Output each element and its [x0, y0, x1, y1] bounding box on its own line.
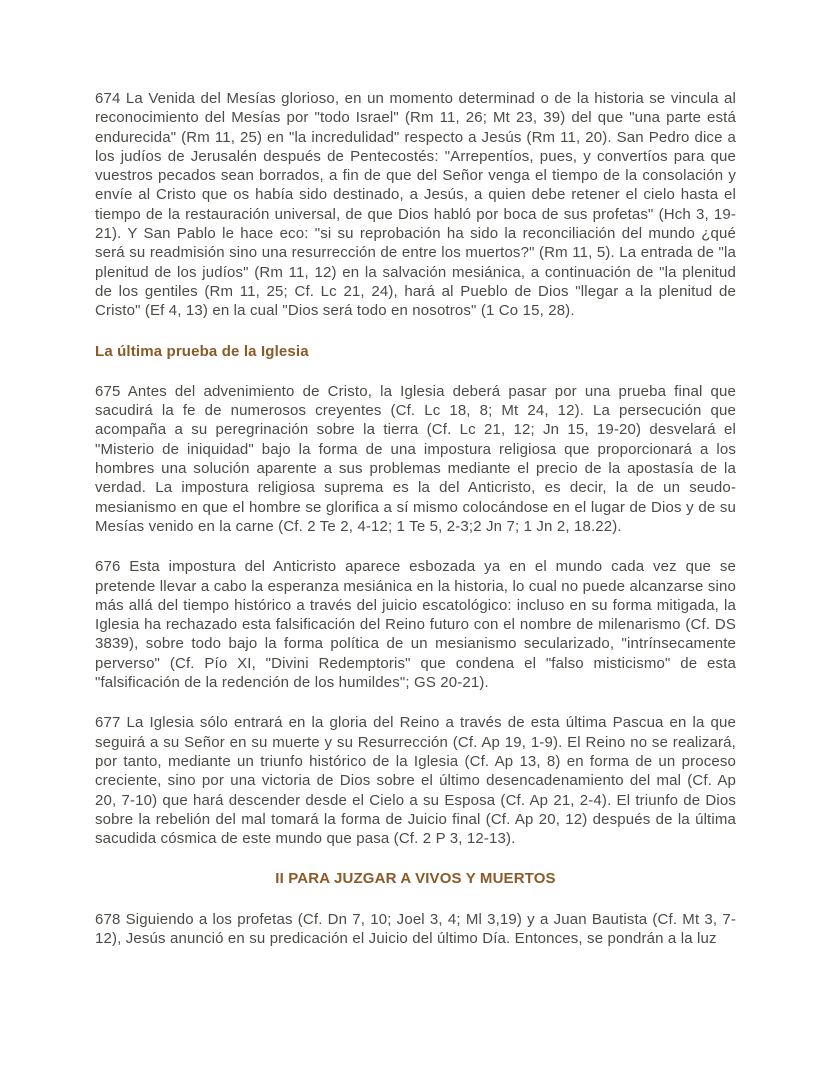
paragraph-674: 674 La Venida del Mesías glorioso, en un momento determinad o de la historia se vincula al reconocimiento del Mesías por "todo Israel" (Rm 11, 26; Mt 23, 39) del que "una parte está endurecida" (Rm 11, 25) en "la incredulidad" respecto a Jesús (Rm 11, 20). San Pedro dice a los judíos de Jerusalén después de Pentecostés: "Arrepentíos, pues, y convertíos para que vuestros pecados sean borrados, a fin de que del Señor venga el tiempo de la consolación y envíe al Cristo que os había sido destinado, a Jesús, a quien debe retener el cielo hasta el tiempo de la restauración universal, de que Dios habló por boca de sus profetas" (Hch 3, 19-21). Y San Pablo le hace eco: "si su reprobación ha sido la reconciliación del mundo ¿qué será su readmisión sino una resurrección de entre los muertos?" (Rm 11, 5). La entrada de "la plenitud de los judíos" (Rm 11, 12) en la salvación mesiánica, a continuación de "la plenitud de los gentiles (Rm 11, 25; Cf. Lc 21, 24), hará al Pueblo de Dios "llegar a la plenitud de Cristo" (Ef 4, 13) en la cual "Dios será todo en nosotros" (1 Co 15, 28).: [95, 90, 736, 320]
paragraph-677: 677 La Iglesia sólo entrará en la gloria del Reino a través de esta última Pascua en la que seguirá a su Señor en su muerte y su Resurrección (Cf. Ap 19, 1-9). El Reino no se realizará, por tanto, mediante un triunfo histórico de la Iglesia (Cf. Ap 13, 8) en forma de un proceso creciente, sino por una victoria de Dios sobre el último desencadenamiento del mal (Cf. Ap 20, 7-10) que hará descender desde el Cielo a su Esposa (Cf. Ap 21, 2-4). El triunfo de Dios sobre la rebelión del mal tomará la forma de Juicio final (Cf. Ap 20, 12) después de la última sacudida cósmica de este mundo que pasa (Cf. 2 P 3, 12-13).: [95, 714, 736, 848]
heading-ii-para-juzgar-a-vivos-y-muertos: II PARA JUZGAR A VIVOS Y MUERTOS: [275, 870, 556, 888]
paragraph-676: 676 Esta impostura del Anticristo aparece esbozada ya en el mundo cada vez que se pretende llevar a cabo la esperanza mesiánica en la historia, lo cual no puede alcanzarse sino más allá del tiempo histórico a través del juicio escatológico: incluso en su forma mitigada, la Iglesia ha rechazado esta falsificación del Reino futuro con el nombre de milenarismo (Cf. DS 3839), sobre todo bajo la forma política de un mesianismo secularizado, "intrínsecamente perverso" (Cf. Pío XI, "Divini Redemptoris" que condena el "falso misticismo" de esta "falsificación de la redención de los humildes"; GS 20-21).: [95, 558, 736, 692]
heading-la-ultima-prueba-de-la-iglesia: La última prueba de la Iglesia: [95, 342, 309, 360]
paragraph-675: 675 Antes del advenimiento de Cristo, la Iglesia deberá pasar por una prueba final que sacudirá la fe de numerosos creyentes (Cf. Lc 18, 8; Mt 24, 12). La persecución que acompaña a su peregrinación sobre la tierra (Cf. Lc 21, 12; Jn 15, 19-20) desvelará el "Misterio de iniquidad" bajo la forma de una impostura religiosa que proporcionará a los hombres una solución aparente a sus problemas mediante el precio de la apostasía de la verdad. La impostura religiosa suprema es la del Anticristo, es decir, la de un seudo-mesianismo en que el hombre se glorifica a sí mismo colocándose en el lugar de Dios y de su Mesías venido en la carne (Cf. 2 Te 2, 4-12; 1 Te 5, 2-3;2 Jn 7; 1 Jn 2, 18.22).: [95, 382, 736, 535]
paragraph-678: 678 Siguiendo a los profetas (Cf. Dn 7, 10; Joel 3, 4; Ml 3,19) y a Juan Bautista (Cf. Mt 3, 7-12), Jesús anunció en su predicación el Juicio del último Día. Entonces, se pondrán a la luz: [95, 910, 736, 947]
